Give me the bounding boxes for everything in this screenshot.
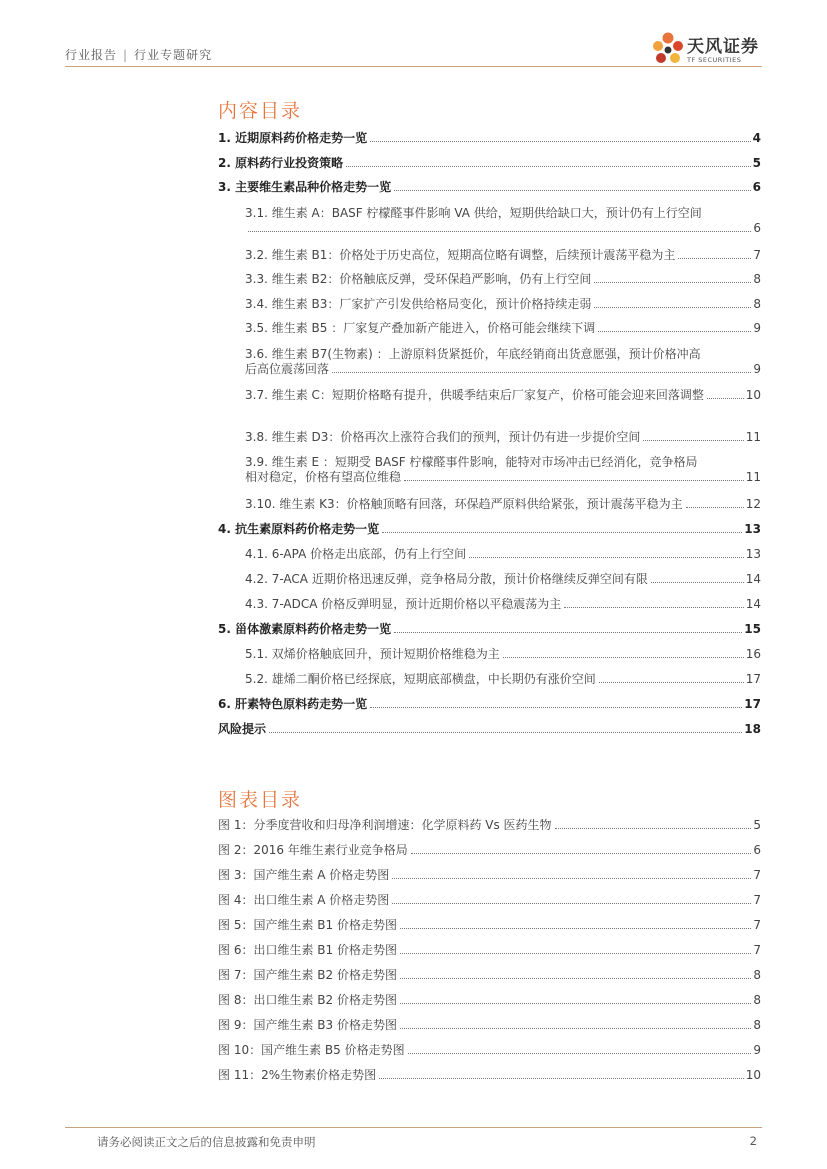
toc-entry-text: 图 1：分季度营收和归母净利润增速：化学原料药 Vs 医药生物 [218, 818, 552, 832]
leader-dots [686, 507, 744, 508]
toc-entry-text: 图 6：出口维生素 B1 价格走势图 [218, 943, 397, 957]
company-logo [651, 30, 771, 70]
leader-dots [392, 878, 751, 879]
logo-name-cn: 天风证券 [687, 37, 759, 57]
toc-entry-text: 图 3：国产维生素 A 价格走势图 [218, 868, 390, 882]
toc-section-entry[interactable] [218, 321, 761, 336]
leader-dots [594, 282, 751, 283]
leader-dots [269, 732, 742, 733]
toc-entry-text: 图 5：国产维生素 B1 价格走势图 [218, 918, 397, 932]
toc-entry-text: 4. 抗生素原料药价格走势一览 [218, 522, 380, 536]
figure-list-entry[interactable] [218, 818, 761, 833]
toc-page-number: 5 [752, 156, 761, 170]
toc-entry-text: 4.2. 7-ACA 近期价格迅速反弹，竞争格局分散，预计价格继续反弹空间有限 [245, 572, 648, 586]
leader-dots [564, 607, 743, 608]
toc-entry-text: 3.4. 维生素 B3：厂家扩产引发供给格局变化，预计价格持续走弱 [245, 297, 592, 311]
figure-list-entry[interactable] [218, 893, 761, 908]
toc-entry-text: 1. 近期原料药价格走势一览 [218, 131, 368, 145]
toc-entry-text: 相对稳定，价格有望高位维稳 [245, 470, 402, 484]
toc-entry-text: 后高位震荡回落 [245, 362, 330, 376]
leader-dots [400, 1028, 751, 1029]
figure-list-title: 图表目录 [218, 789, 303, 811]
toc-entry-text: 4.1. 6-APA 价格走出底部，仍有上行空间 [245, 547, 467, 561]
leader-dots [651, 582, 744, 583]
toc-page-number: 5 [753, 818, 761, 832]
toc-page-number: 8 [753, 297, 761, 311]
toc-page-number: 15 [744, 622, 761, 636]
toc-section-entry[interactable] [218, 547, 761, 562]
toc-section-entry[interactable] [218, 206, 761, 236]
toc-page-number: 4 [752, 131, 761, 145]
toc-entry-text: 5.2. 雄烯二酮价格已经探底，短期底部横盘，中长期仍有涨价空间 [245, 672, 596, 686]
toc-page-number: 17 [745, 672, 761, 686]
toc-section-entry[interactable] [218, 455, 761, 485]
leader-dots [707, 398, 744, 399]
leader-dots [643, 440, 743, 441]
disclaimer-note: 请务必阅读正文之后的信息披露和免责申明 [97, 1135, 316, 1149]
toc-section-entry[interactable] [218, 497, 761, 512]
toc-page-number: 11 [745, 430, 761, 444]
leader-dots [400, 928, 751, 929]
toc-section-entry[interactable] [218, 672, 761, 687]
toc-chapter-entry[interactable] [218, 697, 761, 712]
leader-dots [370, 141, 751, 142]
leader-dots [379, 1078, 744, 1079]
toc-section-entry[interactable] [218, 597, 761, 612]
leader-dots [248, 231, 751, 232]
figure-list-entry[interactable] [218, 868, 761, 883]
header-category: 行业报告 [65, 48, 118, 62]
toc-chapter-entry[interactable] [218, 156, 761, 171]
figure-list-entry[interactable] [218, 918, 761, 933]
toc-entry-text: 图 8：出口维生素 B2 价格走势图 [218, 993, 397, 1007]
figure-list-entry[interactable] [218, 993, 761, 1008]
toc-entry-text: 图 10：国产维生素 B5 价格走势图 [218, 1043, 405, 1057]
toc-page-number: 8 [753, 968, 761, 982]
toc-page-number: 9 [753, 321, 761, 335]
figure-list-entry[interactable] [218, 943, 761, 958]
leader-dots [469, 557, 744, 558]
leader-dots [394, 190, 751, 191]
leader-dots [503, 657, 744, 658]
toc-page-number: 9 [753, 1043, 761, 1057]
logo-flower-icon [651, 30, 685, 70]
toc-page-number: 18 [744, 722, 761, 736]
toc-entry-text: 6. 肝素特色原料药走势一览 [218, 697, 368, 711]
toc-entry-text: 3.9. 维生素 E ：短期受 BASF 柠檬醛事件影响，能特对市场冲击已经消化，竞争格局 [245, 455, 698, 469]
footer-rule [65, 1127, 762, 1128]
leader-dots [404, 480, 744, 481]
leader-dots [555, 828, 752, 829]
figure-list-entry[interactable] [218, 968, 761, 983]
toc-chapter-entry[interactable] [218, 180, 761, 195]
toc-entry-text: 5.1. 双烯价格触底回升，预计短期价格维稳为主 [245, 647, 500, 661]
toc-page-number: 14 [745, 597, 761, 611]
leader-dots [392, 903, 751, 904]
toc-chapter-entry[interactable] [218, 131, 761, 146]
toc-page-number: 9 [753, 362, 761, 376]
header-subcategory: 行业专题研究 [134, 48, 213, 62]
leader-dots [346, 166, 751, 167]
leader-dots [394, 632, 742, 633]
toc-section-entry[interactable] [218, 297, 761, 312]
toc-entry-text: 3.6. 维生素 B7(生物素) ：上游原料货紧挺价，年底经销商出货意愿强，预计价格冲高 [245, 347, 701, 361]
toc-title: 内容目录 [218, 100, 303, 122]
toc-entry-text: 3.3. 维生素 B2：价格触底反弹，受环保趋严影响，仍有上行空间 [245, 272, 592, 286]
toc-page-number: 7 [753, 868, 761, 882]
toc-section-entry[interactable] [218, 572, 761, 587]
header-separator: | [123, 48, 129, 62]
toc-entry-text: 3. 主要维生素品种价格走势一览 [218, 180, 392, 194]
figure-list-entry[interactable] [218, 1068, 761, 1083]
toc-entry-text: 图 9：国产维生素 B3 价格走势图 [218, 1018, 397, 1032]
leader-dots [678, 258, 751, 259]
figure-list-entry[interactable] [218, 1043, 761, 1058]
leader-dots [599, 682, 744, 683]
toc-page-number: 12 [745, 497, 761, 511]
toc-entry-text: 风险提示 [218, 722, 267, 736]
toc-entry-text: 3.8. 维生素 D3：价格再次上涨符合我们的预判，预计仍有进一步提价空间 [245, 430, 641, 444]
report-header [65, 46, 212, 63]
toc-section-entry[interactable] [218, 430, 761, 445]
toc-page-number: 13 [745, 547, 761, 561]
toc-page-number: 17 [744, 697, 761, 711]
page-number: 2 [749, 1134, 757, 1148]
leader-dots [382, 532, 742, 533]
leader-dots [411, 853, 752, 854]
toc-entry-text: 5. 甾体激素原料药价格走势一览 [218, 622, 392, 636]
toc-section-entry[interactable] [218, 347, 761, 377]
toc-page-number: 6 [753, 843, 761, 857]
toc-page-number: 16 [745, 647, 761, 661]
toc-chapter-entry[interactable] [218, 522, 761, 537]
toc-page-number: 10 [745, 388, 761, 402]
toc-entry-text: 图 7：国产维生素 B2 价格走势图 [218, 968, 397, 982]
toc-entry-text: 3.10. 维生素 K3：价格触顶略有回落，环保趋严原料供给紧张，预计震荡平稳为主 [245, 497, 683, 511]
leader-dots [370, 707, 742, 708]
toc-page-number: 7 [753, 248, 761, 262]
toc-page-number: 10 [745, 1068, 761, 1082]
toc-page-number: 8 [753, 993, 761, 1007]
logo-name-en: TF SECURITIES [687, 56, 742, 64]
toc-section-entry[interactable] [218, 248, 761, 263]
leader-dots [408, 1053, 752, 1054]
leader-dots [400, 978, 751, 979]
toc-entry-text: 3.1. 维生素 A：BASF 柠檬醛事件影响 VA 供给，短期供给缺口大，预计仍有上行空间 [245, 206, 702, 220]
toc-section-entry[interactable] [218, 272, 761, 287]
toc-chapter-entry[interactable] [218, 622, 761, 637]
figure-list-entry[interactable] [218, 843, 761, 858]
toc-page-number: 7 [753, 893, 761, 907]
toc-entry-text: 图 11：2%生物素价格走势图 [218, 1068, 377, 1082]
leader-dots [332, 372, 751, 373]
leader-dots [594, 307, 751, 308]
toc-chapter-entry[interactable] [218, 722, 761, 737]
toc-entry-text: 图 4：出口维生素 A 价格走势图 [218, 893, 390, 907]
toc-entry-text: 4.3. 7-ADCA 价格反弹明显，预计近期价格以平稳震荡为主 [245, 597, 562, 611]
toc-page-number: 8 [753, 272, 761, 286]
leader-dots [400, 1003, 751, 1004]
figure-list-entry[interactable] [218, 1018, 761, 1033]
leader-dots [598, 331, 751, 332]
toc-entry-text: 3.5. 维生素 B5 ：厂家复产叠加新产能进入，价格可能会继续下调 [245, 321, 596, 335]
toc-page-number: 7 [753, 943, 761, 957]
toc-section-entry[interactable] [218, 647, 761, 662]
toc-entry-text: 2. 原料药行业投资策略 [218, 156, 344, 170]
toc-page-number: 6 [752, 180, 761, 194]
toc-page-number: 11 [745, 470, 761, 484]
toc-page-number: 14 [745, 572, 761, 586]
toc-section-entry[interactable] [218, 388, 761, 403]
toc-entry-text: 3.7. 维生素 C：短期价格略有提升，供暖季结束后厂家复产，价格可能会迎来回落调整 [245, 388, 704, 402]
leader-dots [400, 953, 751, 954]
toc-page-number: 7 [753, 918, 761, 932]
toc-entry-text: 3.2. 维生素 B1：价格处于历史高位，短期高位略有调整，后续预计震荡平稳为主 [245, 248, 676, 262]
toc-page-number: 13 [744, 522, 761, 536]
toc-entry-text: 图 2：2016 年维生素行业竞争格局 [218, 843, 408, 857]
toc-page-number: 6 [753, 221, 761, 235]
toc-page-number: 8 [753, 1018, 761, 1032]
